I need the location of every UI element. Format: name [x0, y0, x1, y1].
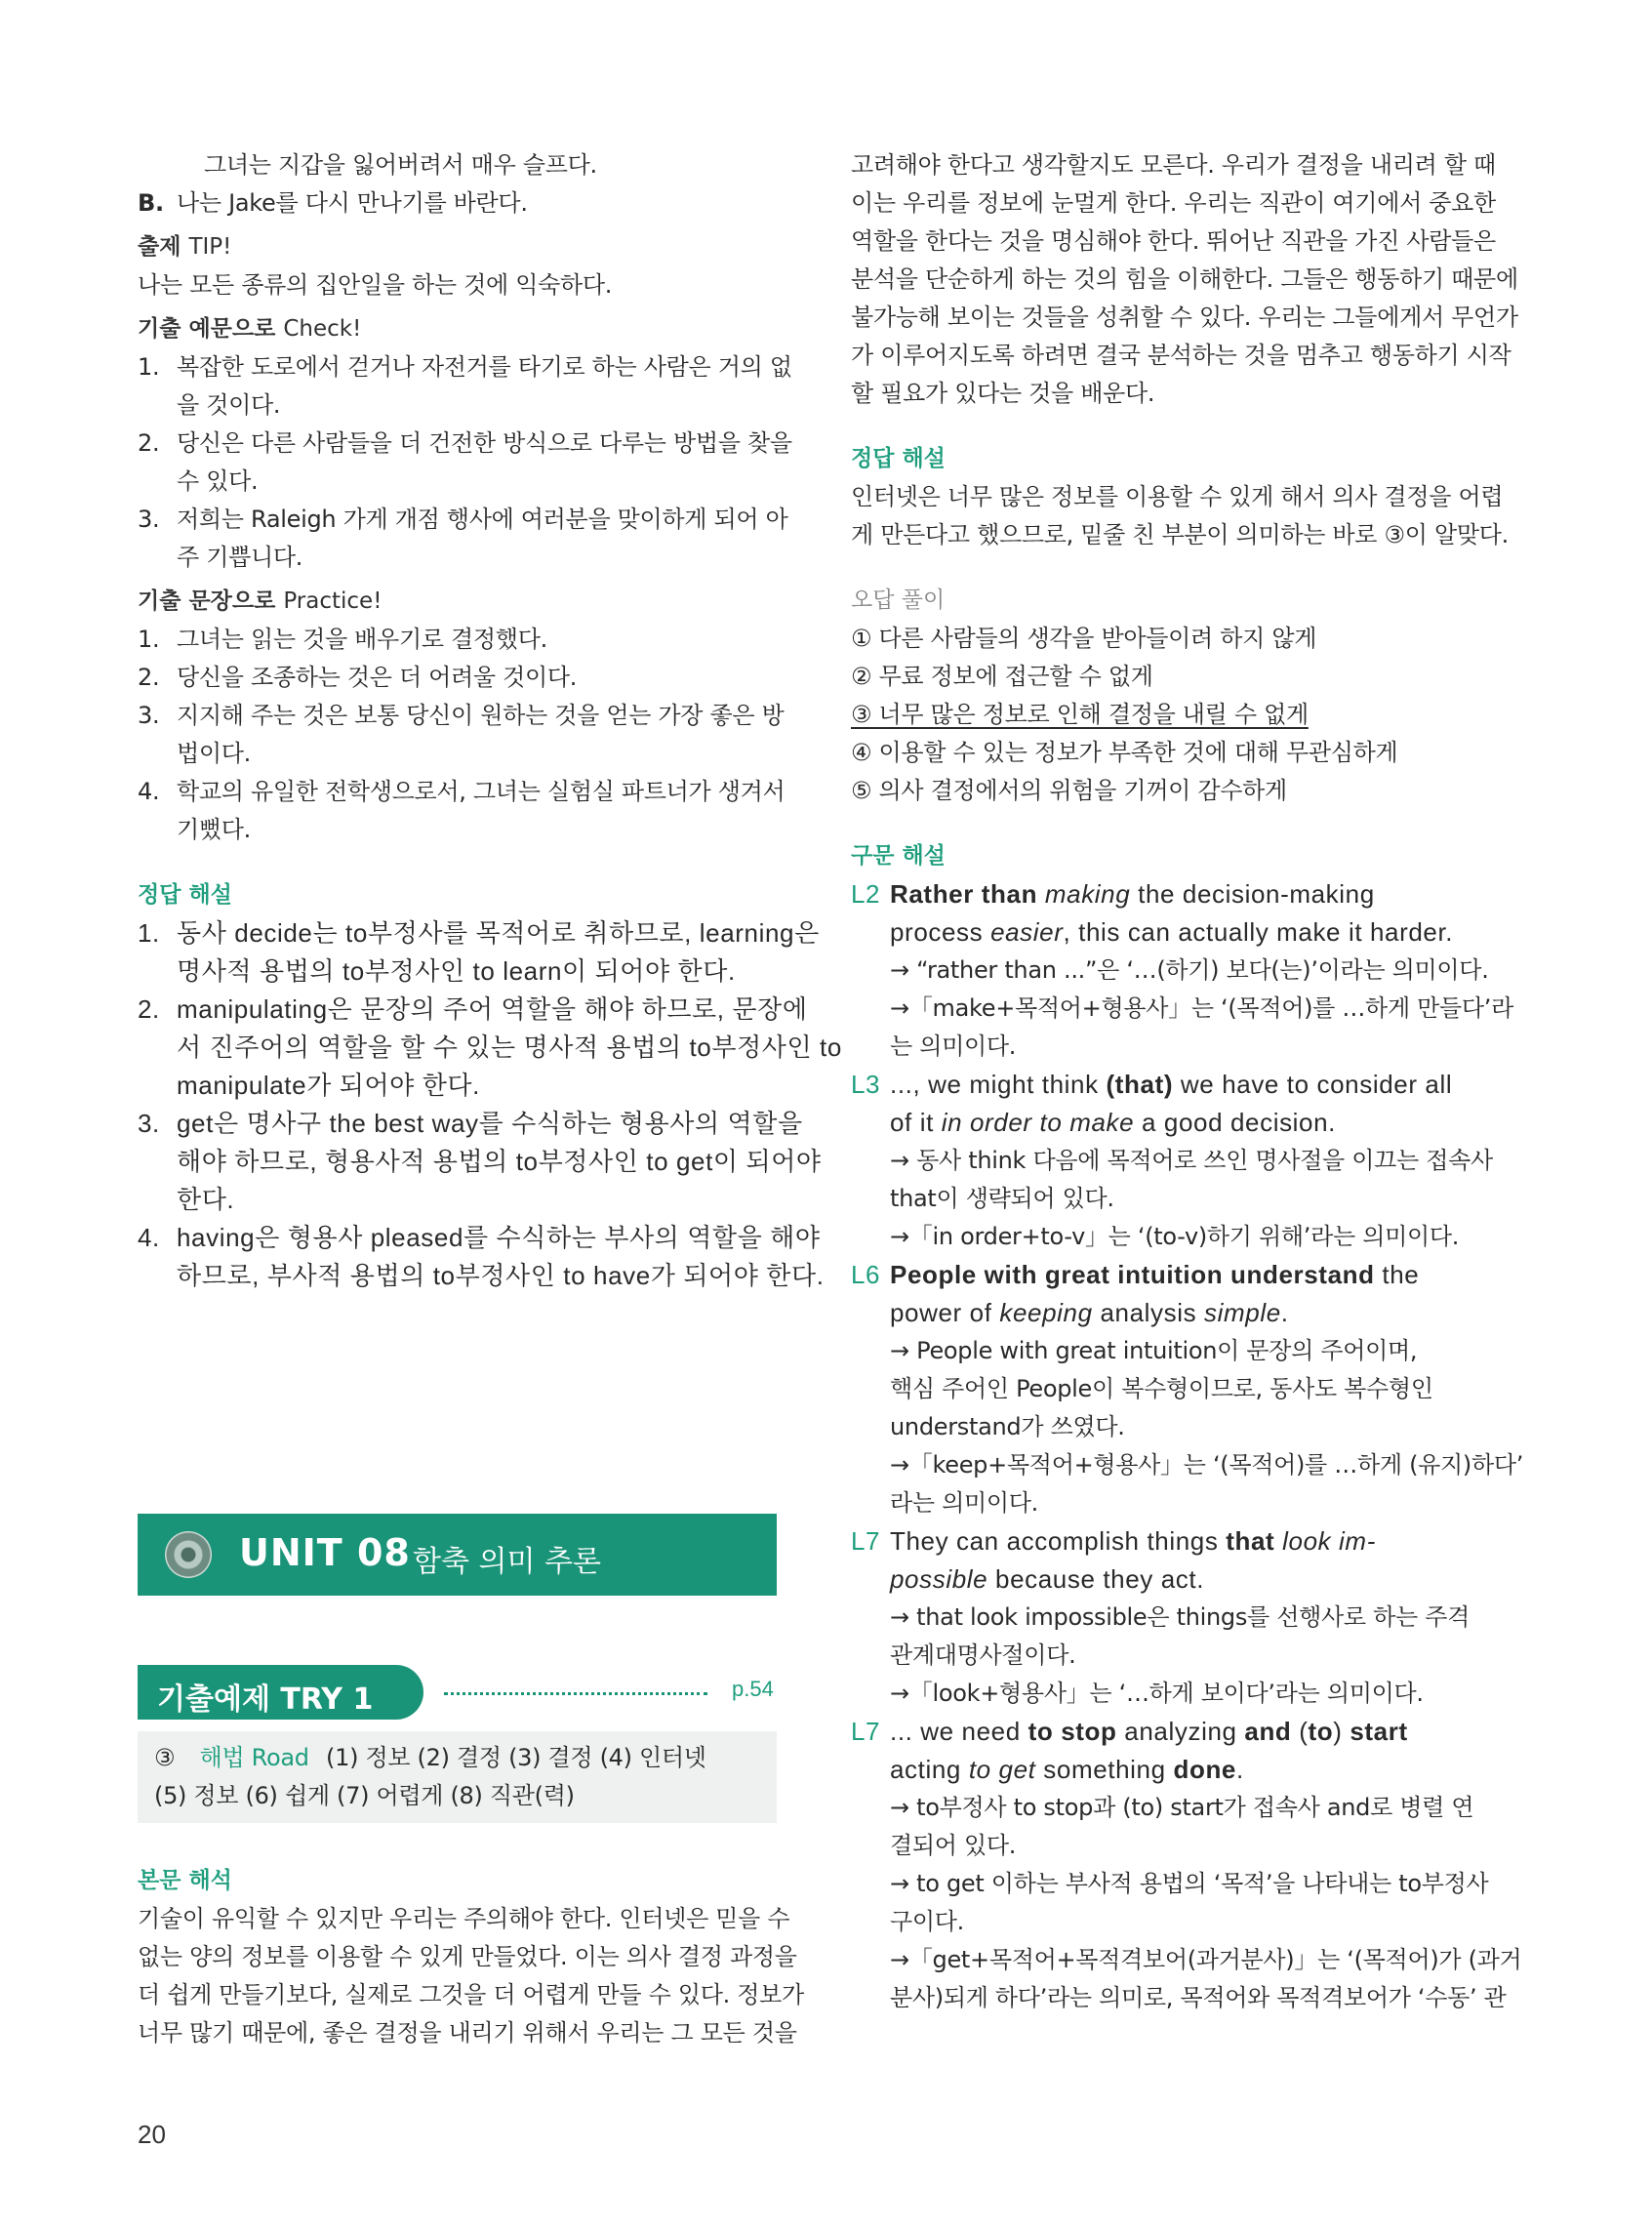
syntax-note — [851, 1218, 1495, 1256]
check-item — [138, 348, 792, 386]
answer-item-text: 동사 decide는 to부정사를 목적어로 취하므로, learning은 — [177, 918, 820, 948]
practice-item-number: 4. — [138, 778, 160, 805]
syntax-note — [851, 1637, 1495, 1675]
syntax-heading: 구문 해설 — [851, 843, 946, 869]
translation-line: 더 쉽게 만들기보다, 실제로 그것을 더 어렵게 만들 수 있다. 정보가 — [138, 1981, 804, 2008]
syntax-line-label: L2 — [851, 879, 881, 909]
check-item-text: 저희는 Raleigh 가게 개점 행사에 여러분을 맞이하게 되어 아 — [177, 506, 788, 533]
answer-box — [138, 1731, 777, 1823]
practice-item-number: 3. — [138, 702, 160, 729]
syntax-note — [851, 1180, 1495, 1218]
example-line: 그녀는 지갑을 잃어버려서 매우 슬프다. — [204, 151, 597, 179]
syntax-sentence — [851, 1522, 1495, 1560]
check-item-text: 당신은 다른 사람들을 더 건전한 방식으로 다루는 방법을 찾을 — [177, 429, 792, 457]
try-label — [138, 1665, 423, 1720]
syntax-text: possible because they act. — [890, 1564, 1205, 1594]
dotted-leader — [444, 1692, 707, 1695]
syntax-text: of it in order to make a good decision. — [890, 1108, 1336, 1137]
syntax-text: 는 의미이다. — [890, 1033, 1017, 1060]
wrong-option — [851, 696, 1495, 734]
syntax-text: →「make+목적어+형용사」는 ‘(목적어)를 …하게 만들다’라 — [890, 994, 1514, 1022]
syntax-note — [851, 1979, 1507, 2017]
practice-item-number: 2. — [138, 664, 160, 691]
answer-mark: ③ — [154, 1744, 176, 1771]
translation-line: 너무 많기 때문에, 좋은 결정을 내리기 위해서 우리는 그 모든 것을 — [138, 2019, 797, 2047]
syntax-sentence — [851, 1713, 1495, 1751]
answer-item-continued: manipulate가 되어야 한다. — [177, 1071, 480, 1100]
translation-line: 분석을 단순하게 하는 것의 힘을 이해한다. 그들은 행동하기 때문에 — [851, 265, 1518, 293]
syntax-text: → 동사 think 다음에 목적어로 쓰인 명사절을 이끄는 접속사 — [890, 1147, 1493, 1174]
wrong-options-list — [851, 620, 1495, 810]
practice-item-text: 학교의 유일한 전학생으로서, 그녀는 실험실 파트너가 생겨서 — [177, 778, 786, 805]
translation-heading: 본문 해석 — [138, 1868, 232, 1893]
syntax-note — [851, 1484, 1495, 1522]
page-number: 20 — [138, 2120, 166, 2149]
translation-section — [138, 1862, 804, 2052]
practice-list — [138, 621, 786, 849]
syntax-text: →「look+형용사」는 ‘…하게 보이다’라는 의미이다. — [890, 1680, 1424, 1707]
translation-line: 이는 우리를 정보에 눈멀게 한다. 우리는 직관이 여기에서 중요한 — [851, 189, 1496, 217]
answer-item-continued: 서 진주어의 역할을 할 수 있는 명사적 용법의 to부정사인 to — [177, 1033, 842, 1062]
practice-item-text: 그녀는 읽는 것을 배우기로 결정했다. — [177, 626, 547, 653]
answer-box-line2: (5) 정보 (6) 쉽게 (7) 어렵게 (8) 직관(력) — [154, 1782, 575, 1809]
translation-line: 가 이루어지도록 하려면 결국 분석하는 것을 멈추고 행동하기 시작 — [851, 342, 1511, 369]
wrong-option — [851, 620, 1495, 658]
wrong-option-text: ⑤ 의사 결정에서의 위험을 기꺼이 감수하게 — [851, 777, 1287, 804]
syntax-note — [851, 952, 1495, 990]
check-item-number: 2. — [138, 429, 160, 457]
syntax-note — [851, 1751, 1495, 1789]
syntax-note — [851, 1446, 1524, 1484]
section-b — [138, 184, 777, 223]
syntax-text: ... we need to stop analyzing and (to) start — [890, 1717, 1408, 1746]
practice-item — [138, 697, 785, 735]
answer-item-number: 1. — [138, 918, 160, 948]
check-list — [138, 348, 792, 577]
syntax-text: 라는 의미이다. — [890, 1489, 1038, 1517]
translation-continued — [851, 146, 1518, 413]
syntax-text: ..., we might think (that) we have to consider all — [890, 1070, 1453, 1099]
practice-item-text: 당신을 조종하는 것은 더 어려울 것이다. — [177, 664, 578, 691]
check-item-continued: 수 있다. — [177, 467, 259, 495]
syntax-text: → “rather than ...”은 ‘…(하기) 보다(는)’이라는 의미이다. — [890, 956, 1489, 984]
syntax-note — [851, 1827, 1495, 1865]
answer-item-text: get은 명사구 the best way를 수식하는 형용사의 역할을 — [177, 1109, 803, 1138]
syntax-note — [851, 1941, 1522, 1979]
answer-item — [138, 1219, 821, 1257]
syntax-text: that이 생략되어 있다. — [890, 1185, 1114, 1212]
wrong-option — [851, 772, 1495, 810]
answer-explanation — [851, 478, 1509, 554]
answer-item — [138, 914, 820, 952]
syntax-note — [851, 1028, 1495, 1066]
translation-body — [138, 1900, 804, 2052]
syntax-sentence — [851, 1066, 1495, 1104]
syntax-note — [851, 990, 1514, 1028]
unit-subtitle: 함축 의미 추론 — [413, 1545, 601, 1579]
answer-item — [138, 1105, 803, 1143]
wrong-option-text: ④ 이용할 수 있는 정보가 부족한 것에 대해 무관심하게 — [851, 739, 1398, 766]
road-answers-1: (1) 정보 (2) 결정 (3) 결정 (4) 인터넷 — [326, 1744, 706, 1771]
wrong-option — [851, 658, 1495, 696]
syntax-sentence — [851, 875, 1495, 913]
syntax-note — [851, 1675, 1495, 1713]
syntax-text: 핵심 주어인 People이 복수형이므로, 동사도 복수형인 — [890, 1375, 1433, 1402]
practice-item — [138, 621, 777, 659]
answer-box-line1 — [138, 1739, 777, 1777]
check-item — [138, 425, 792, 463]
syntax-line-label: L3 — [851, 1070, 881, 1099]
syntax-text: → to get 이하는 부사적 용법의 ‘목적’을 나타내는 to부정사 — [890, 1870, 1489, 1897]
practice-item — [138, 659, 777, 697]
answer-item — [138, 991, 808, 1029]
answer-item-text: having은 형용사 pleased를 수식하는 부사의 역할을 해야 — [177, 1223, 821, 1252]
answer-item-number: 2. — [138, 994, 160, 1024]
syntax-text: →「get+목적어+목적격보어(과거분사)」는 ‘(목적어)가 (과거 — [890, 1946, 1522, 1973]
syntax-text: process easier, this can actually make it harder. — [890, 917, 1454, 947]
answer-item-continued: 하므로, 부사적 용법의 to부정사인 to have가 되어야 한다. — [177, 1261, 825, 1290]
answer-item-number: 3. — [138, 1109, 160, 1138]
wrong-option-text: ② 무료 정보에 접근할 수 없게 — [851, 663, 1153, 690]
practice-item-text: 지지해 주는 것은 보통 당신이 원하는 것을 얻는 가장 좋은 방 — [177, 702, 785, 729]
translation-line: 역할을 한다는 것을 명심해야 한다. 뛰어난 직관을 가진 사람들은 — [851, 227, 1496, 255]
try-page-ref: p.54 — [732, 1677, 774, 1701]
syntax-text: →「in order+to-v」는 ‘(to-v)하기 위해’라는 의미이다. — [890, 1223, 1460, 1250]
syntax-note — [851, 1789, 1495, 1827]
syntax-note — [851, 913, 1495, 952]
answer-item-continued: 해야 하므로, 형용사적 용법의 to부정사인 to get이 되어야 — [177, 1147, 822, 1176]
syntax-note — [851, 1408, 1495, 1446]
syntax-sentence — [851, 1256, 1495, 1294]
syntax-text: 관계대명사절이다. — [890, 1641, 1076, 1669]
wrong-heading: 오답 풀이 — [851, 588, 946, 613]
translation-line: 없는 양의 정보를 이용할 수 있게 만들었다. 이는 의사 결정 과정을 — [138, 1943, 797, 1970]
check-heading: 기출 예문으로 Check! — [138, 316, 362, 342]
left-column — [138, 146, 842, 1295]
road-label: 해법 Road — [199, 1744, 309, 1771]
practice-item — [138, 773, 786, 811]
syntax-note — [851, 1560, 1495, 1599]
tip-text: 나는 모든 종류의 집안일을 하는 것에 익숙하다. — [138, 271, 613, 299]
answer-item-number: 4. — [138, 1223, 160, 1252]
syntax-note — [851, 1294, 1495, 1332]
syntax-note — [851, 1370, 1495, 1408]
syntax-line-label: L7 — [851, 1717, 881, 1746]
syntax-text: → to부정사 to stop과 (to) start가 접속사 and로 병렬 연 — [890, 1794, 1474, 1821]
syntax-text: →「keep+목적어+형용사」는 ‘(목적어)를 …하게 (유지)하다’ — [890, 1451, 1524, 1479]
answer-line: 인터넷은 너무 많은 정보를 이용할 수 있게 해서 의사 결정을 어렵 — [851, 483, 1504, 510]
check-item-continued: 을 것이다. — [177, 391, 281, 419]
syntax-note — [851, 1142, 1495, 1180]
right-column — [851, 146, 1524, 2017]
syntax-text: → that look impossible은 things를 선행사로 하는 주격 — [890, 1603, 1470, 1631]
syntax-text: People with great intuition understand the — [890, 1260, 1420, 1289]
syntax-text: acting to get something done. — [890, 1755, 1244, 1784]
syntax-line-label: L7 — [851, 1526, 881, 1556]
practice-heading: 기출 문장으로 Practice! — [138, 588, 383, 614]
practice-item-continued: 법이다. — [177, 740, 251, 767]
syntax-note — [851, 1599, 1495, 1637]
syntax-note — [851, 1903, 1495, 1941]
answer-heading-right: 정답 해설 — [851, 446, 946, 471]
syntax-text: 결되어 있다. — [890, 1832, 1017, 1859]
section-b-text: 나는 Jake를 다시 만나기를 바란다. — [177, 189, 528, 217]
syntax-text: They can accomplish things that look im- — [890, 1526, 1376, 1556]
disc-icon — [165, 1531, 212, 1578]
section-b-label: B. — [138, 189, 164, 217]
wrong-option-text: ③ 너무 많은 정보로 인해 결정을 내릴 수 없게 — [851, 701, 1309, 728]
answer-line: 게 만든다고 했으므로, 밑줄 친 부분이 의미하는 바로 ③이 알맞다. — [851, 521, 1509, 548]
translation-line: 고려해야 한다고 생각할지도 모른다. 우리가 결정을 내리려 할 때 — [851, 151, 1496, 179]
answer-item-continued: 한다. — [177, 1185, 235, 1214]
syntax-note — [851, 1332, 1495, 1370]
wrong-option-text: ① 다른 사람들의 생각을 받아들이려 하지 않게 — [851, 625, 1317, 652]
check-item — [138, 501, 788, 539]
translation-line: 불가능해 보이는 것들을 성취할 수 있다. 우리는 그들에게서 무언가 — [851, 304, 1518, 331]
syntax-text: → People with great intuition이 문장의 주어이며, — [890, 1337, 1418, 1364]
answer-heading: 정답 해설 — [138, 882, 232, 908]
try-label-text: 기출예제 TRY 1 — [157, 1682, 374, 1717]
answer-item-text: manipulating은 문장의 주어 역할을 해야 하므로, 문장에 — [177, 994, 808, 1024]
unit-title: UNIT 08 — [239, 1531, 411, 1574]
syntax-text: 분사)되게 하다’라는 의미로, 목적어와 목적격보어가 ‘수동’ 관 — [890, 1984, 1507, 2011]
syntax-line-label: L6 — [851, 1260, 881, 1289]
syntax-note — [851, 1865, 1495, 1903]
check-item-number: 3. — [138, 506, 160, 533]
practice-item-number: 1. — [138, 626, 160, 653]
unit-banner — [138, 1514, 777, 1596]
syntax-text: 구이다. — [890, 1908, 964, 1935]
translation-line: 기술이 유익할 수 있지만 우리는 주의해야 한다. 인터넷은 믿을 수 — [138, 1905, 790, 1932]
practice-item-continued: 기뻤다. — [177, 816, 251, 843]
syntax-text: Rather than making the decision-making — [890, 879, 1375, 909]
check-item-text: 복잡한 도로에서 걷거나 자전거를 타기로 하는 사람은 거의 없 — [177, 353, 792, 381]
syntax-text: understand가 쓰였다. — [890, 1413, 1125, 1440]
answer-list — [138, 914, 842, 1295]
wrong-option — [851, 734, 1495, 772]
check-item-number: 1. — [138, 353, 160, 381]
syntax-note — [851, 1104, 1495, 1142]
answer-item-continued: 명사적 용법의 to부정사인 to learn이 되어야 한다. — [177, 956, 736, 986]
syntax-list — [851, 875, 1524, 2017]
check-item-continued: 주 기쁩니다. — [177, 544, 303, 571]
translation-line: 할 필요가 있다는 것을 배운다. — [851, 380, 1155, 407]
tip-heading: 출제 TIP! — [138, 234, 232, 260]
syntax-text: power of keeping analysis simple. — [890, 1298, 1289, 1327]
